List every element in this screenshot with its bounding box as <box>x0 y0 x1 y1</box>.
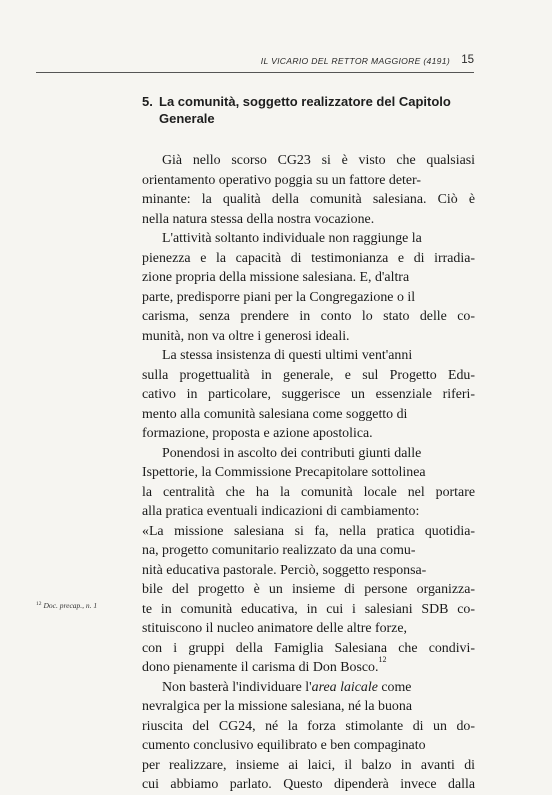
text-line: zione propria della missione salesiana. E, d'altra <box>142 270 410 285</box>
running-header <box>20 54 474 68</box>
text-line: parte, predisporre piani per la Congregazione o il <box>142 289 416 305</box>
text-line: formazione, proposta e azione apostolica. <box>142 426 373 441</box>
text-line: te in comunità educativa, in cui i salesiani SDB co- <box>142 601 475 617</box>
text-line: Ponendosi in ascolto dei contributi giunti dalle <box>162 445 422 461</box>
section-heading <box>142 93 482 127</box>
footnote-text: Doc. precap., n. 1 <box>43 601 98 610</box>
text-line: Ispettorie, la Commissione Precapitolare sottolinea <box>142 465 426 480</box>
text-line: cativo in particolare, suggerisce un essenziale riferi- <box>142 387 475 402</box>
text-line: pienezza e la capacità di testimonianza e di irradia- <box>142 250 475 266</box>
footnote-reference: 12 <box>378 655 387 664</box>
text-line-tail: come <box>377 679 412 695</box>
text-line-with-italic <box>142 678 475 698</box>
text-line: nevralgica per la missione salesiana, né la buona <box>142 699 412 714</box>
text-line: nità educativa pastorale. Perciò, soggetto responsa- <box>142 562 427 578</box>
header-rule <box>36 72 474 73</box>
text-line-content: Non basterà l'individuare l' <box>162 679 312 695</box>
text-line: na, progetto comunitario realizzato da una comu- <box>142 543 416 558</box>
text-line: nella natura stessa della nostra vocazione. <box>142 211 375 227</box>
page-number: 15 <box>461 54 474 66</box>
text-line-with-footnote <box>142 655 475 678</box>
text-line: per realizzare, insieme ai laici, il balzo in avanti di <box>142 757 475 773</box>
text-line: La stessa insistenza di questi ultimi vent'anni <box>162 348 413 363</box>
text-line: cumento conclusivo equilibrato e ben compaginato <box>142 738 426 753</box>
text-line: stituiscono il nucleo animatore delle altre forze, <box>142 621 407 636</box>
body-text <box>142 151 475 795</box>
section-number: 5. <box>142 94 153 109</box>
text-line: con i gruppi della Famiglia Salesiana che condivi- <box>142 640 475 656</box>
text-line: riuscita del CG24, né la forza stimolante di un do- <box>142 718 475 734</box>
text-line: carisma, senza prendere in conto lo stato delle co- <box>142 309 475 324</box>
text-line: bile del progetto è un insieme di persone organizza- <box>142 582 475 597</box>
text-line: L'attività soltanto individuale non raggiunge la <box>162 231 422 246</box>
text-line: sulla progettualità in generale, e sul Progetto Edu- <box>142 367 475 383</box>
section-title-line1: La comunità, soggetto realizzatore del Capitolo <box>159 94 451 109</box>
italic-phrase: area laicale <box>311 679 378 695</box>
footnote-marker: 12 <box>36 601 42 607</box>
text-line: la centralità che ha la comunità locale nel portare <box>142 484 475 500</box>
text-line: alla pratica eventuali indicazioni di cambiamento: <box>142 504 420 519</box>
text-line-content: dono pienamente il carisma di Don Bosco. <box>142 660 379 675</box>
text-line: Già nello scorso CG23 si è visto che qualsiasi <box>162 153 475 168</box>
section-title-line2: Generale <box>159 111 215 126</box>
text-line: mento alla comunità salesiana come soggetto di <box>142 406 408 422</box>
text-line: «La missione salesiana si fa, nella pratica quotidia- <box>142 523 475 539</box>
margin-footnote <box>36 601 97 610</box>
text-line: minante: la qualità della comunità salesiana. Ciò è <box>142 192 475 207</box>
text-line: munità, non va oltre i generosi ideali. <box>142 328 350 344</box>
running-title: IL VICARIO DEL RETTOR MAGGIORE (4191) <box>260 56 450 66</box>
text-line: orientamento operativo poggia su un fattore deter- <box>142 172 421 188</box>
text-line: cui abbiamo parlato. Questo dipenderà invece dalla <box>142 777 475 792</box>
